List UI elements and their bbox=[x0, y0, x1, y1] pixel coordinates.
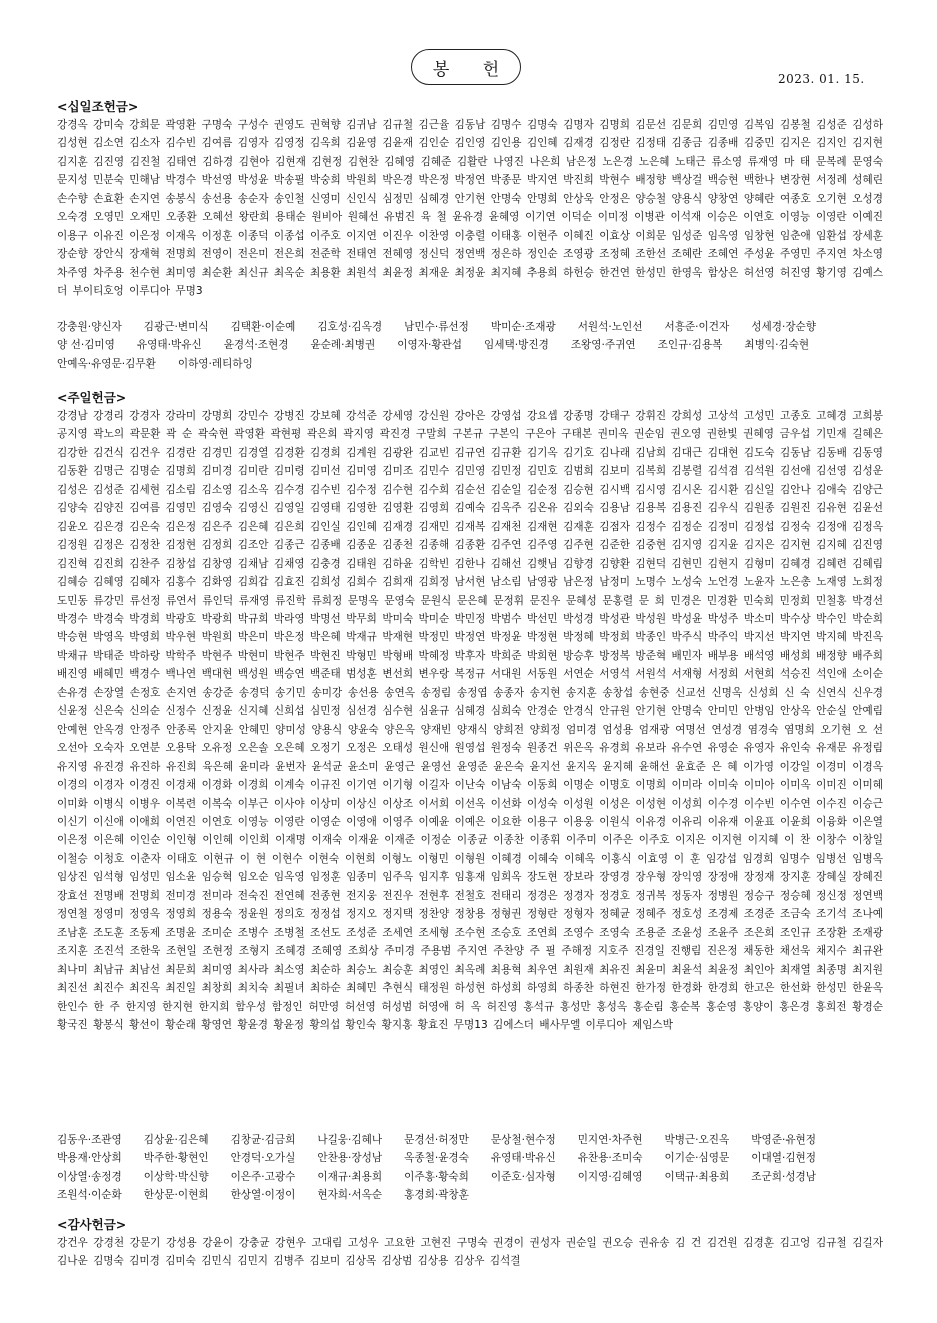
couple-entry: 한상문·이현희 bbox=[143, 1189, 209, 1202]
couple-entry: 이영자·황관섭 bbox=[397, 339, 463, 352]
couple-entry: 유영태·박유신 bbox=[490, 1152, 556, 1165]
couple-entry: 서흥준·이건자 bbox=[664, 321, 730, 333]
couple-entry: 서원석·노인선 bbox=[577, 321, 643, 333]
couple-entry: 박영준·유현정 bbox=[751, 1134, 817, 1146]
couple-entry: 한상열·이정이 bbox=[230, 1189, 296, 1202]
couple-entry: 김창균·김금희 bbox=[230, 1134, 296, 1146]
couple-entry: 임세택·방진경 bbox=[484, 339, 549, 352]
couple-entry: 이택규·최용희 bbox=[664, 1170, 730, 1183]
couple-entry: 박병근·오진옥 bbox=[664, 1134, 730, 1146]
couple-entry: 윤경석·조현경 bbox=[223, 339, 289, 352]
couple-entry: 강충원·양신자 bbox=[57, 321, 122, 333]
couple-entry: 안예옥·유영문·김무환 bbox=[57, 357, 156, 370]
couple-entry: 이하영·레티하잉 bbox=[177, 357, 253, 370]
couple-entry: 김호성·김옥경 bbox=[317, 321, 383, 333]
couple-entry: 민지연·차주현 bbox=[577, 1134, 643, 1146]
couple-entry: 최병익·김숙현 bbox=[744, 339, 810, 352]
couple-entry: 현자희·서옥순 bbox=[317, 1189, 383, 1202]
couple-entry: 홍경희·곽창훈 bbox=[404, 1189, 469, 1202]
couple-entry: 이재규·최용희 bbox=[317, 1170, 383, 1183]
thanks-names: 강건우 강경천 강문기 강성용 강윤이 강충균 강현우 고대림 고성우 고요한 고현진 구명숙 권경이 권성자 권순일 권오승 권유송 김 건 김건원 김경훈 김고엉 김규철 김길자 김나운 김명숙 김미경 김미숙 김민식 김민지 김병주 김보미 김상목 김상범 김상용 김상우 김석결 bbox=[57, 1237, 883, 1268]
couple-entry: 문경선·허정만 bbox=[404, 1134, 469, 1146]
page-title: 봉 헌 bbox=[411, 49, 521, 85]
couple-entry: 김광근·변미식 bbox=[143, 321, 209, 333]
couple-entry: 박용재·안상희 bbox=[57, 1152, 122, 1165]
couple-entry: 이은주·고광수 bbox=[230, 1170, 296, 1183]
tithe-couples bbox=[57, 318, 883, 378]
couple-entry: 이준호·심자형 bbox=[490, 1170, 556, 1183]
couple-entry: 남민수·류선정 bbox=[404, 321, 469, 333]
couple-entry: 나길웅·김혜나 bbox=[317, 1134, 383, 1146]
couple-entry: 이주홍·황숙희 bbox=[404, 1170, 469, 1183]
couple-entry: 문상철·현수정 bbox=[490, 1134, 556, 1146]
couple-entry: 유찬용·조미숙 bbox=[577, 1152, 643, 1165]
section-heading-thanks: <감사헌금> bbox=[57, 1217, 127, 1232]
couple-entry: 김상윤·김은혜 bbox=[143, 1134, 209, 1146]
couple-entry: 유영태·박유신 bbox=[136, 339, 202, 352]
sunday-names: 강경남 강경리 강경자 강라미 강명희 강민수 강병진 강보혜 강석준 강세영 강신원 강아은 강영섭 강요셉 강종명 강태구 강휘진 강희성 고상석 고성민 고종호 고혜경 고희봉 공지영 곽노의 곽문환 곽 순 곽숙현 곽영환 곽현평 곽은희 곽지영 곽진경 구말희 구본규 구본익 구은아 구태본 권미옥 권순임 권오영 권한빛 권혜영 금우섭 기민재 길혜은 김강한 김건식 김건우 김경란 김경민 김경열 김경환 김경희 김계원 김광완 김교빈 김규연 김규환 김기옥 김기호 김나래 김남희 김대근 김대현 김도숙 김동남 김동배 김동영 김동환 김명근 김명순 김명희 김미경 김미란 김미령 김미선 김미영 김미조 김민수 김민영 김민정 김민호 김범희 김보미 김복희 김봉렬 김석겸 김석원 김선애 김선영 김성운 김성은 김성준 김세현 김소림 김소영 김소옥 김수경 김수빈 김수정 김수현 김수희 김순선 김순일 김순정 김승현 김시백 김시영 김시온 김시환 김신일 김안나 김애숙 김양근 김양숙 김양진 김여름 김영민 김영숙 김영신 김영일 김영태 김영한 김영환 김영희 김예숙 김옥주 김온유 김외숙 김용남 김용복 김용진 김우식 김원종 김원진 김유현 김윤선 김윤오 김은경 김은숙 김은정 김은주 김은혜 김은희 김인실 김인혜 김재경 김재민 김재복 김재천 김재현 김재훈 김점자 김정수 김정순 김정미 김정섭 김정숙 김정애 김정옥 김정원 김정은 김정찬 김정현 김정희 김조안 김종근 김종배 김종운 김종천 김종해 김종환 김주연 김주영 김주현 김준한 김중현 김지영 김지윤 김지은 김지현 김지혜 김진영 김진혁 김진희 김찬주 김창섭 김창영 김채남 김채영 김충경 김태원 김하윤 김학빈 김한나 김해선 김햇님 김향경 김향환 김현덕 김현민 김현지 김형미 김혜경 김혜련 김혜림 김혜승 김혜영 김혜자 김홍수 김화영 김희갑 김효진 김희성 김희수 김희재 김희정 남서현 남소림 남영광 남은정 남정미 노명수 노성숙 노언경 노윤자 노은총 노재영 노희정 도민동 류강민 류선정 류연서 류인덕 류재영 류진학 류희정 문명옥 문영숙 문원식 문은혜 문정휘 문진우 문혜성 문홍렬 문 희 민경은 민경환 민숙희 민정희 민철홍 박경선 박경수 박경숙 박경희 박광호 박광희 박규희 박라영 박명선 박무희 박미숙 박미순 박민정 박범수 박선민 박성경 박성관 박성원 박성윤 박성주 박소미 박수상 박수인 박순희 박승현 박영옥 박영희 박우현 박원희 박은미 박은정 박은혜 박재규 박재현 박정민 박정연 박정윤 박정현 박정혜 박정희 박종인 박주식 박주익 박지선 박지연 박지혜 박진옥 박채규 박태준 박하랑 박학주 박현주 박현미 박현주 박현진 박형민 박형배 박혜정 박후자 박희준 박희현 방승후 방정복 방준혁 배민자 배부용 배석영 배성희 배정향 배주희 배진영 배혜민 백경수 백나연 백대현 백성원 백승연 백준태 범성훈 변선희 변우랑 복정규 서대원 서동원 서연순 서영석 서원석 서재형 서정희 서현희 석승진 석인애 소이순 손유경 손장열 손정호 손지연 송강준 송경덕 송기민 송미강 송선용 송연옥 송정림 송정엽 송종자 송지현 송지훈 송창섭 송현중 신교선 신명옥 신성희 신 숙 신연식 신우경 신윤정 신은숙 신의순 신정수 신정윤 신지혜 신희섭 심민정 심선경 심수현 심윤규 심혜경 심희숙 안경순 안경식 안규원 안기현 안명숙 안미민 안병임 안상옥 안순실 안예림 안예현 안옥경 안정주 안종록 안지윤 안혜민 양미성 양용식 양윤숙 양은옥 양재빈 양재식 양희전 양희정 엄미경 엄성용 엄재광 여명선 연성경 염경숙 염명희 오기현 오 선 오선아 오숙자 오연분 오용탁 오유정 오은솔 오은혜 오정기 오정은 오태성 원신애 원영섭 원정숙 원종건 위은옥 유경희 유보라 유수연 유영순 유영자 유인숙 유재문 유정림 유지영 유진경 유진하 유진희 육은혜 윤미라 윤번자 윤석균 윤소미 윤영근 윤영선 윤영준 윤은숙 윤지선 윤지옥 윤지혜 윤해선 윤효준 은 혜 이가영 이강일 이경미 이경옥 이경의 이경자 이경진 이경채 이경화 이경희 이계숙 이규진 이기연 이기형 이길자 이난숙 이남숙 이동희 이명순 이명호 이명희 이미라 이미숙 이미아 이미옥 이미진 이미혜 이미화 이병식 이병우 이복련 이복숙 이부근 이사야 이상미 이상신 이상조 이서희 이선옥 이선화 이성숙 이성원 이성은 이성현 이성희 이수경 이수빈 이수연 이수진 이승근 이신기 이신애 이애희 이연진 이연호 이영능 이영란 이영순 이영애 이영주 이예윤 이예은 이요한 이용구 이용웅 이원식 이유경 이유리 이유재 이윤표 이윤희 이융화 이은열 이은정 이은혜 이인순 이인형 이인혜 이인희 이재명 이재숙 이재윤 이재준 이정순 이종균 이종찬 이종휘 이주미 이주은 이주호 이지은 이지현 이지혜 이 찬 이창수 이창일 이철승 이청호 이춘자 이태호 이현규 이 현 이현수 이현숙 이현희 이형노 이형민 이형원 이혜경 이혜숙 이혜옥 이홍식 이효영 이 훈 임강섭 임경희 임명수 임병선 임병옥 임상진 임석형 임성민 임소윤 임승혁 임오순 임옥영 임정훈 임종미 임주옥 임지후 임홍재 임희옥 장도현 장보라 장영경 장우형 장익영 장정애 장정재 장지훈 장혜실 장혜진 장효선 전명배 전명희 전미경 전미라 전숙진 전연혜 전종현 전지웅 전진우 전현후 전철호 전태리 정경은 정경자 정경호 정귀복 정동자 정병원 정승구 정승혜 정신정 정연백 정연철 정영미 정영옥 정영희 정용숙 정윤원 정의호 정정섭 정지오 정지택 정찬양 정창용 정형권 정형란 정형자 정혜균 정혜주 정호성 조경제 조경준 조금숙 조기석 조나예 조남훈 조도훈 조동제 조명윤 조미순 조병수 조병철 조선도 조성준 조세연 조세형 조수현 조승호 조연희 조영수 조영숙 조용준 조윤성 조윤주 조은희 조인규 조장환 조재광 조지훈 조진석 조한욱 조현일 조현정 조형지 조혜경 조혜영 조희상 주미경 주용범 주지연 주찬양 주 필 주해정 지호주 진경일 진행림 진은정 채동한 채선욱 채지수 최규완 최나미 최남규 최남선 최문희 최미영 최사라 최소영 최순하 최승노 최승훈 최영인 최옥례 최용혁 최우연 최원재 최유진 최윤미 최윤석 최윤정 최인아 최재열 최종명 최지원 최진선 최진수 최진옥 최진일 최창희 최치숙 최필녀 최하순 최혜민 추현식 태정원 하성현 하성희 하영희 하종찬 하현진 한가정 한경화 한경희 한고은 한선화 한성민 한윤옥 한인수 한 주 한지영 한지현 한지희 함우성 함정인 허만영 허선영 허성범 허영애 허 옥 허진영 홍석규 홍성만 홍성옥 홍순림 홍순복 홍순영 홍양이 홍은경 홍희전 황경순 황국진 황봉식 황선이 황순래 황영연 황윤경 황윤정 황의섭 황인숙 황지홍 황효진 무명13 김에스더 배사무엘 이루디아 제임스박 bbox=[57, 410, 883, 1031]
section-heading-tithe: <십일조헌금> bbox=[57, 99, 139, 114]
couple-entry: 이상열·송정경 bbox=[57, 1170, 122, 1183]
couple-entry: 이지영·김혜영 bbox=[577, 1170, 643, 1183]
bulletin-date: 2023. 01. 15. bbox=[778, 72, 865, 86]
couple-entry: 이대열·김현정 bbox=[751, 1152, 817, 1165]
sunday-couples bbox=[57, 1131, 883, 1207]
couple-entry: 안경덕·오가실 bbox=[230, 1152, 296, 1165]
couple-entry: 이기순·심영문 bbox=[664, 1152, 730, 1165]
tithe-names: 강경옥 강미숙 강희문 곽영환 구명숙 구성수 권영도 권혁향 김귀남 김규철 김근율 김동남 김명수 김명숙 김명자 김명희 김문선 김문희 김민영 김복임 김봉철 김성준 김성하 김성현 김소연 김소자 김수빈 김여름 김영자 김영정 김옥희 김윤영 김윤재 김인순 김인영 김인용 김인혜 김재경 김정란 김정태 김종금 김종배 김중민 김지은 김지인 김지현 김지훈 김진영 김진철 김태연 김하경 김현아 김현재 김현정 김현찬 김혜영 김혜준 김활란 나영진 나은희 남은정 노은경 노은혜 노태근 류소영 류재영 마 태 문복례 문영숙 문지성 민분숙 민해남 박경수 박선영 박성윤 박송필 박숭희 박원희 박은경 박은정 박정연 박종문 박지연 박진희 박현수 배정향 백상걸 백승현 백한나 변장현 서정례 성혜린 손수향 손효환 손지연 송봉식 송선용 송순자 송인철 신영미 신인식 심정민 심혜경 안기현 안명숙 안명희 안상욱 안정은 양승철 양용식 양창연 양혜란 여종호 오기현 오성경 오숙경 오영민 오재민 오종환 오혜선 왕란희 용태순 원비아 원혜선 유범진 육 철 윤유경 윤혜영 이기연 이덕순 이미정 이병관 이석재 이승은 이연호 이영능 이영란 이예진 이용구 이유진 이은정 이재옥 이정훈 이종덕 이종섭 이주호 이지연 이진우 이찬영 이충렬 이태홍 이현주 이혜진 이효상 이희문 임성준 임옥영 임창현 임춘애 임환섭 장세훈 장순향 장안식 장재혁 전명희 전영이 전은미 전은희 전준학 전태연 전혜영 정신덕 정연백 정은하 정인순 조영광 조정혜 조한선 조혜란 조혜연 주성윤 주영민 주지연 차소영 차주영 차주용 천수현 최미영 최순환 최신규 최옥순 최용환 최원석 최윤정 최재운 최정윤 최지혜 추용희 하헌승 한건연 한성민 한영옥 함상은 허선영 허진영 황기영 김예스더 부이티호엉 이루디아 무명3 bbox=[57, 119, 883, 298]
couple-entry: 조왕영·주귀연 bbox=[570, 339, 636, 352]
couple-entry: 박미순·조재광 bbox=[490, 321, 556, 333]
couple-entry: 김동우·조관영 bbox=[57, 1134, 122, 1146]
couple-entry: 조인규·김용복 bbox=[657, 339, 723, 352]
couple-entry: 이상학·박신향 bbox=[143, 1170, 209, 1183]
couple-entry: 성세경·장순향 bbox=[751, 321, 817, 333]
couple-entry: 옥종철·윤경숙 bbox=[404, 1152, 469, 1165]
section-heading-sunday: <주일헌금> bbox=[57, 390, 127, 405]
couple-entry: 박주한·황현인 bbox=[143, 1152, 209, 1165]
couple-entry: 윤순례·최병권 bbox=[310, 339, 376, 352]
couple-entry: 조군희·성경남 bbox=[751, 1170, 817, 1183]
couple-entry: 조원석·이순화 bbox=[57, 1189, 122, 1202]
couple-entry: 안찬용·장성남 bbox=[317, 1152, 383, 1165]
couple-entry: 양 선·김미영 bbox=[57, 339, 115, 352]
couple-entry: 김택환·이순예 bbox=[230, 321, 296, 333]
